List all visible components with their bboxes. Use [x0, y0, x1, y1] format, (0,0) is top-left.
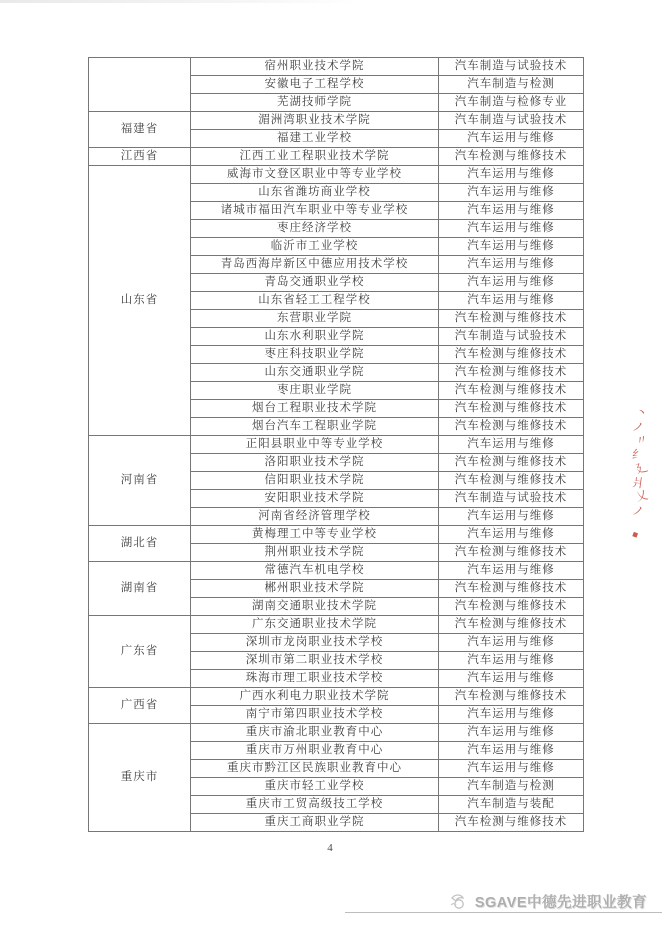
province-cell: 广东省	[89, 616, 191, 688]
school-cell: 威海市文登区职业中等专业学校	[191, 166, 439, 184]
school-cell: 郴州职业技术学院	[191, 580, 439, 598]
program-cell: 汽车运用与维修	[439, 274, 584, 292]
school-cell: 正阳县职业中等专业学校	[191, 436, 439, 454]
province-cell: 福建省	[89, 112, 191, 148]
school-cell: 青岛交通职业学校	[191, 274, 439, 292]
province-cell: 河南省	[89, 436, 191, 526]
school-cell: 山东水利职业学院	[191, 328, 439, 346]
school-cell: 江西工业工程职业技术学院	[191, 148, 439, 166]
program-cell: 汽车检测与维修技术	[439, 580, 584, 598]
school-cell: 山东省潍坊商业学校	[191, 184, 439, 202]
school-cell: 重庆市工贸高级技工学校	[191, 796, 439, 814]
program-cell: 汽车检测与维修技术	[439, 616, 584, 634]
province-cell: 广西省	[89, 688, 191, 724]
seal-mark-stroke: 廴	[634, 459, 650, 477]
program-cell: 汽车检测与维修技术	[439, 418, 584, 436]
school-cell: 重庆市轻工业学校	[191, 778, 439, 796]
table-row	[89, 166, 584, 184]
page-number: 4	[327, 842, 333, 854]
province-cell: 湖南省	[89, 562, 191, 616]
school-cell: 广西水利电力职业技术学院	[191, 688, 439, 706]
program-cell: 汽车检测与维修技术	[439, 346, 584, 364]
seal-mark-stroke: 纟	[631, 447, 645, 463]
program-cell: 汽车运用与维修	[439, 760, 584, 778]
program-cell: 汽车运用与维修	[439, 436, 584, 454]
program-cell: 汽车运用与维修	[439, 220, 584, 238]
program-cell: 汽车制造与检测	[439, 778, 584, 796]
seal-mark-stroke: ▪	[630, 529, 640, 541]
table-row	[89, 688, 584, 706]
school-cell: 湄洲湾职业技术学院	[191, 112, 439, 130]
school-cell: 重庆工商职业学院	[191, 814, 439, 832]
school-cell: 芜湖技师学院	[191, 94, 439, 112]
program-cell: 汽车运用与维修	[439, 202, 584, 220]
school-cell: 南宁市第四职业技术学校	[191, 706, 439, 724]
program-cell: 汽车检测与维修技术	[439, 544, 584, 562]
school-cell: 枣庄经济学校	[191, 220, 439, 238]
program-cell: 汽车制造与装配	[439, 796, 584, 814]
province-cell: 山东省	[89, 166, 191, 436]
school-cell: 洛阳职业技术学院	[191, 454, 439, 472]
table-row	[89, 724, 584, 742]
program-cell: 汽车检测与维修技术	[439, 400, 584, 418]
school-cell: 广东交通职业技术学院	[191, 616, 439, 634]
footer	[0, 889, 655, 919]
program-cell: 汽车运用与维修	[439, 238, 584, 256]
program-cell: 汽车制造与试验技术	[439, 58, 584, 76]
program-cell: 汽车制造与检修专业	[439, 94, 584, 112]
program-cell: 汽车检测与维修技术	[439, 148, 584, 166]
school-program-table	[88, 57, 584, 832]
program-cell: 汽车运用与维修	[439, 742, 584, 760]
program-cell: 汽车检测与维修技术	[439, 472, 584, 490]
sgave-logo-icon	[448, 892, 468, 912]
school-cell: 枣庄科技职业学院	[191, 346, 439, 364]
seal-mark-stroke: ノ	[631, 503, 645, 519]
school-cell: 深圳市第二职业技术学校	[191, 652, 439, 670]
table-row	[89, 58, 584, 76]
school-cell: 青岛西海岸新区中德应用技术学校	[191, 256, 439, 274]
program-cell: 汽车运用与维修	[439, 724, 584, 742]
school-cell: 诸城市福田汽车职业中等专业学校	[191, 202, 439, 220]
school-cell: 临沂市工业学校	[191, 238, 439, 256]
school-cell: 河南省经济管理学校	[191, 508, 439, 526]
school-cell: 烟台汽车工程职业学院	[191, 418, 439, 436]
school-cell: 东营职业学院	[191, 310, 439, 328]
school-cell: 湖南交通职业技术学院	[191, 598, 439, 616]
program-cell: 汽车检测与维修技术	[439, 814, 584, 832]
program-cell: 汽车检测与维修技术	[439, 454, 584, 472]
scan-artifact	[0, 0, 360, 3]
school-cell: 重庆市万州职业教育中心	[191, 742, 439, 760]
table-row	[89, 112, 584, 130]
school-cell: 福建工业学校	[191, 130, 439, 148]
program-cell: 汽车检测与维修技术	[439, 364, 584, 382]
province-cell: 湖北省	[89, 526, 191, 562]
school-cell: 山东交通职业学院	[191, 364, 439, 382]
seal-mark-stroke: 乂	[634, 487, 650, 505]
program-cell: 汽车运用与维修	[439, 184, 584, 202]
school-cell: 枣庄职业学院	[191, 382, 439, 400]
program-cell: 汽车运用与维修	[439, 526, 584, 544]
program-cell: 汽车运用与维修	[439, 256, 584, 274]
school-cell: 荆州职业技术学院	[191, 544, 439, 562]
school-cell: 珠海市理工职业技术学校	[191, 670, 439, 688]
province-cell	[89, 58, 191, 112]
school-cell: 常德汽车机电学校	[191, 562, 439, 580]
school-cell: 重庆市渝北职业教育中心	[191, 724, 439, 742]
table-body	[89, 58, 584, 832]
school-cell: 安徽电子工程学校	[191, 76, 439, 94]
seal-mark-stroke: 爿	[631, 475, 645, 491]
program-cell: 汽车运用与维修	[439, 508, 584, 526]
school-cell: 重庆市黔江区民族职业教育中心	[191, 760, 439, 778]
table-row	[89, 436, 584, 454]
program-cell: 汽车制造与试验技术	[439, 490, 584, 508]
program-cell: 汽车运用与维修	[439, 706, 584, 724]
program-cell: 汽车检测与维修技术	[439, 382, 584, 400]
program-cell: 汽车制造与试验技术	[439, 328, 584, 346]
seal-mark-stroke: ヽ	[634, 403, 650, 421]
program-cell: 汽车运用与维修	[439, 634, 584, 652]
seal-mark-stroke: ノ	[631, 419, 645, 435]
program-cell: 汽车运用与维修	[439, 292, 584, 310]
table-row	[89, 562, 584, 580]
program-cell: 汽车检测与维修技术	[439, 598, 584, 616]
province-cell: 江西省	[89, 148, 191, 166]
footer-divider	[345, 912, 662, 913]
school-cell: 烟台工程职业技术学院	[191, 400, 439, 418]
school-cell: 深圳市龙岗职业技术学校	[191, 634, 439, 652]
table-row	[89, 148, 584, 166]
school-cell: 山东省轻工工程学校	[191, 292, 439, 310]
school-cell: 信阳职业技术学院	[191, 472, 439, 490]
table-row	[89, 526, 584, 544]
program-cell: 汽车运用与维修	[439, 562, 584, 580]
table-row	[89, 616, 584, 634]
program-cell: 汽车检测与维修技术	[439, 310, 584, 328]
seal-mark-stroke: 〃	[634, 431, 650, 449]
footer-brand	[448, 891, 647, 912]
program-cell: 汽车制造与试验技术	[439, 112, 584, 130]
school-cell: 安阳职业技术学院	[191, 490, 439, 508]
program-cell: 汽车运用与维修	[439, 166, 584, 184]
program-cell: 汽车运用与维修	[439, 670, 584, 688]
red-seal-marks	[630, 403, 662, 542]
province-cell: 重庆市	[89, 724, 191, 832]
program-cell: 汽车运用与维修	[439, 652, 584, 670]
program-cell: 汽车检测与维修技术	[439, 688, 584, 706]
footer-brand-text: SGAVE中德先进职业教育	[474, 895, 647, 911]
program-cell: 汽车运用与维修	[439, 130, 584, 148]
school-cell: 黄梅理工中等专业学校	[191, 526, 439, 544]
program-cell: 汽车制造与检测	[439, 76, 584, 94]
school-cell: 宿州职业技术学院	[191, 58, 439, 76]
